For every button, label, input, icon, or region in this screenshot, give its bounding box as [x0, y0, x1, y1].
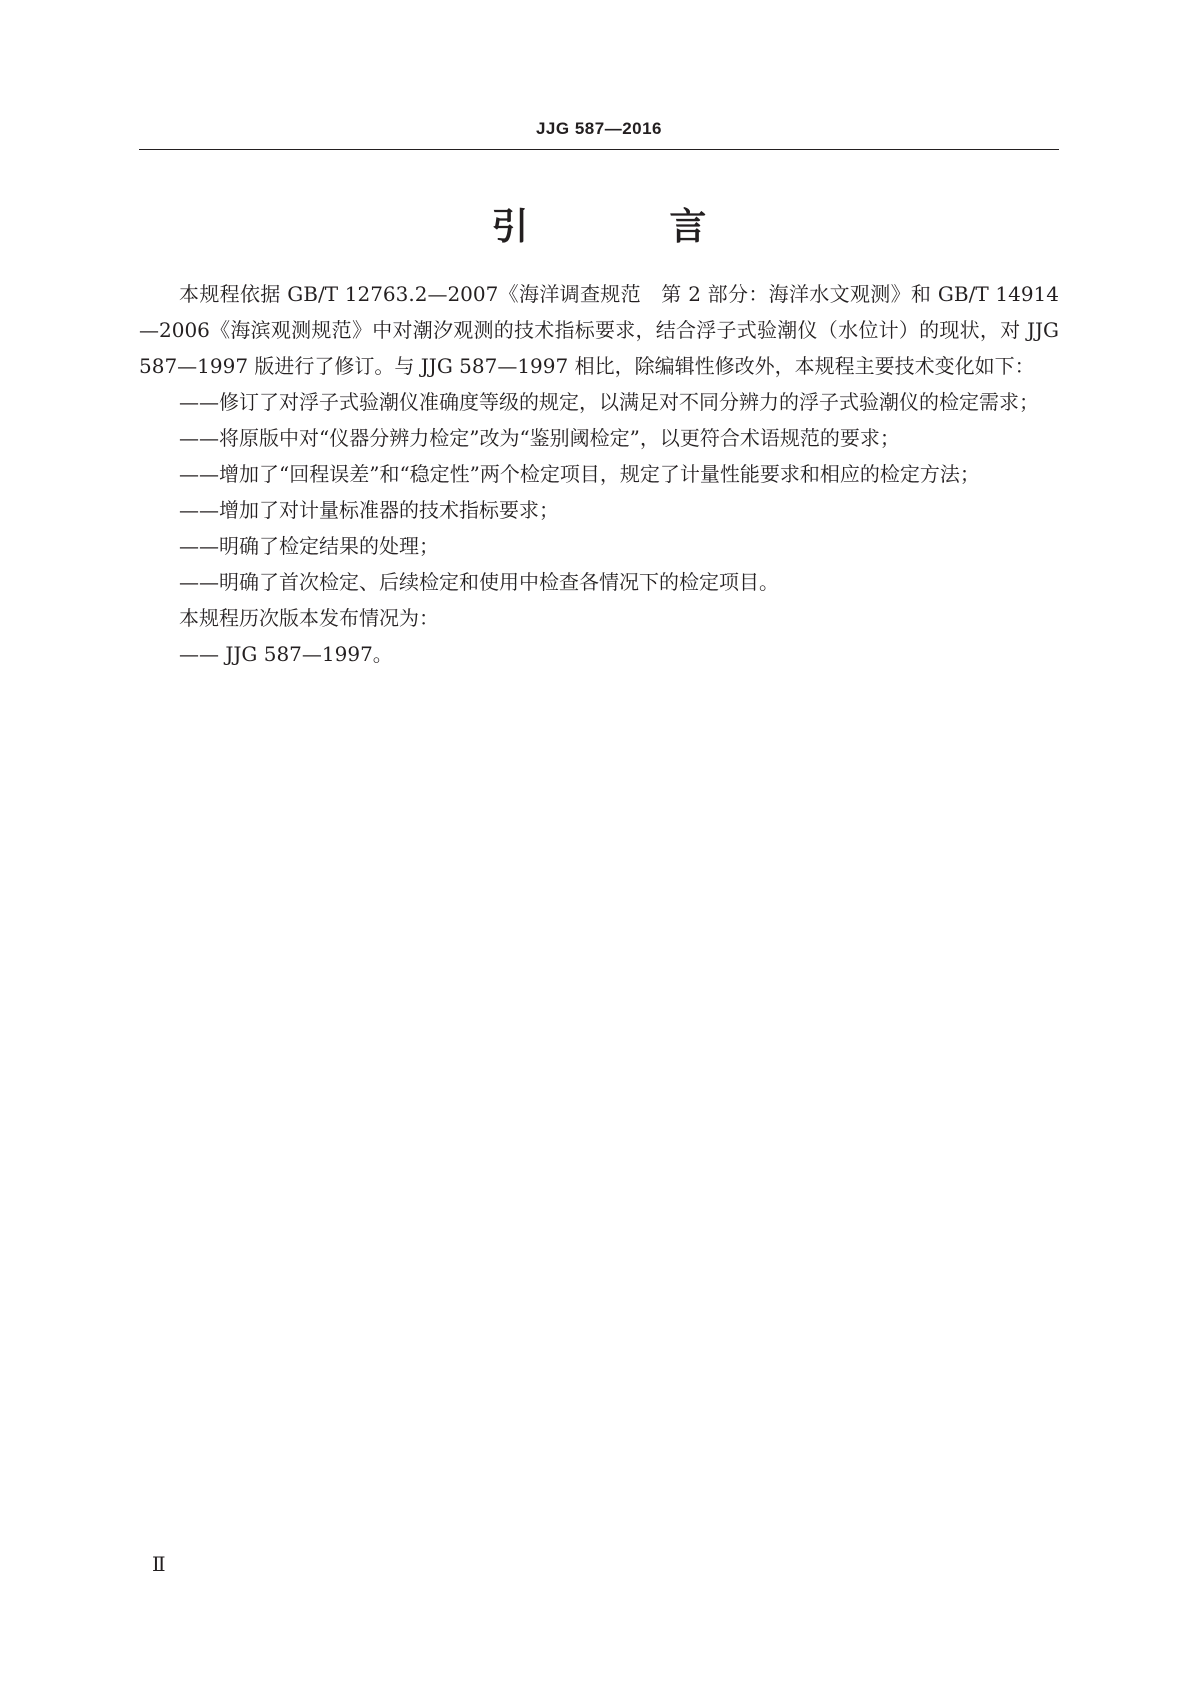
section-title: 引 言 [491, 205, 771, 248]
list-item-verification-items: ——明确了首次检定、后续检定和使用中检查各情况下的检定项目。 [179, 570, 779, 594]
paragraph-version-history: 本规程历次版本发布情况为： [179, 606, 439, 630]
list-item-previous-version: —— JJG 587—1997。 [179, 642, 393, 666]
list-item-result-handling: ——明确了检定结果的处理； [179, 534, 439, 558]
body-text [139, 276, 1059, 672]
paragraph-intro: 本规程依据 GB/T 12763.2—2007《海洋调查规范 第 2 部分：海洋水文观测》和 GB/T 14914—2006《海滨观测规范》中对潮汐观测的技术指标要求，结合浮子式验潮仪（水位计）的现状，对 JJG 587—1997 版进行了修订。与 JJG 587—1997 相比，除编辑性修改外，本规程主要技术变化如下： [139, 282, 1059, 378]
list-item-discrimination-threshold: ——将原版中对“仪器分辨力检定”改为“鉴别阈检定”，以更符合术语规范的要求； [179, 426, 900, 450]
list-item-accuracy-class: ——修订了对浮子式验潮仪准确度等级的规定，以满足对不同分辨力的浮子式验潮仪的检定需求； [179, 390, 1039, 414]
list-item-return-error-stability: ——增加了“回程误差”和“稳定性”两个检定项目，规定了计量性能要求和相应的检定方法； [179, 462, 980, 486]
running-header: JJG 587—2016 [535, 119, 663, 138]
list-item-standard-requirements: ——增加了对计量标准器的技术指标要求； [179, 498, 559, 522]
page-number: Ⅱ [152, 1554, 166, 1576]
header-rule [139, 149, 1059, 150]
